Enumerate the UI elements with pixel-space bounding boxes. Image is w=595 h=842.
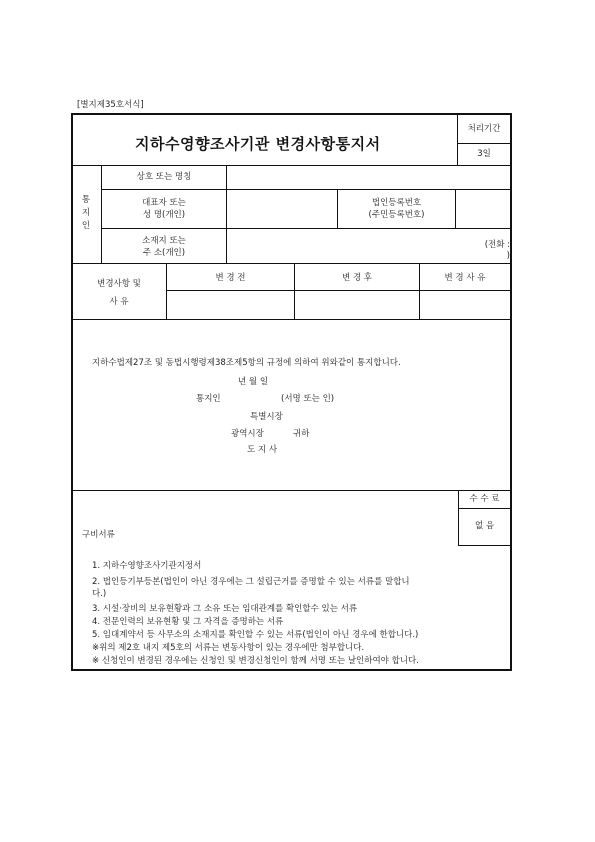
recipient-1: 특별시장: [250, 412, 283, 422]
fee-value: 없 음: [474, 521, 495, 531]
notifier-row1-line: [101, 189, 512, 190]
changes-label-2: 사 유: [109, 297, 129, 307]
notifier-sign-label: 통지인: [196, 394, 221, 404]
doc-item-1: 1. 지하수영향조사기관지정서: [92, 561, 202, 571]
representative-label-1: 대표자 또는: [142, 198, 186, 208]
processing-label: 처리기간: [467, 124, 501, 134]
doc-note-2: ※ 신청인이 변경된 경우에는 신청인 및 변경신청인이 함께 서명 또는 날인하여야 합니다.: [92, 656, 419, 666]
phone-label-1: (전화 :: [484, 240, 510, 250]
corp-reg-field[interactable]: [457, 191, 508, 226]
frame-top: [71, 113, 512, 115]
title-bottom-line: [71, 165, 512, 166]
doc-item-4: 4. 전문인력의 보유현황 및 그 자격을 증명하는 서류: [92, 617, 284, 627]
fee-label: 수 수 료: [469, 494, 500, 504]
changes-label-1: 변경사항 및: [97, 279, 141, 289]
notifier-bottom-line: [71, 263, 512, 264]
doc-item-5: 5. 임대계약서 등 사무소의 소재지를 확인할 수 있는 서류(법인이 아닌 경우에 한합니다.): [92, 630, 419, 640]
processing-value: 3일: [477, 149, 491, 159]
notifier-label-divider: [226, 165, 227, 263]
doc-item-2-cont: 다.): [92, 589, 107, 599]
company-name-field[interactable]: [228, 167, 508, 187]
representative-label-2: 성 명(개인): [142, 210, 186, 220]
address-label-2: 주 소(개인): [142, 248, 186, 258]
processing-split: [457, 143, 510, 144]
statement-text: 지하수법제27조 및 동법시행령제38조제5항의 규정에 의하여 위와같이 통지합니다.: [92, 358, 401, 368]
changes-label-divider: [166, 263, 167, 319]
statement-date: 년 월 일: [238, 377, 269, 387]
corp-reg-label-1: 법인등록번호: [371, 198, 422, 208]
frame-left: [71, 113, 73, 671]
representative-field[interactable]: [228, 191, 335, 226]
doc-item-3: 3. 시설·장비의 보유현황과 그 소유 또는 임대관계를 확인할수 있는 서류: [92, 604, 358, 614]
col-after-header: 변 경 후: [341, 273, 373, 283]
changes-header-line: [166, 290, 512, 291]
recipient-2: 광역시장: [231, 429, 264, 439]
corp-reg-right-line: [455, 189, 456, 228]
after-field[interactable]: [296, 292, 417, 317]
doc-note-1: ※위의 제2호 내지 제5호의 서류는 변동사항이 있는 경우에만 첨부합니다.: [92, 643, 365, 653]
signature-label: (서명 또는 인): [281, 394, 335, 404]
frame-right: [510, 113, 512, 671]
col-before-header: 변 경 전: [215, 273, 246, 283]
notifier-side-label: 통 지 인: [81, 195, 91, 231]
address-label-1: 소재지 또는: [142, 236, 186, 246]
doc-item-2: 2. 법인등기부등본(법인이 아닌 경우에는 그 설립근거를 증명할 수 있는 서류를 말합니: [92, 577, 410, 587]
recipient-3: 도 지 사: [247, 445, 278, 455]
company-name-label: 상호 또는 명칭: [136, 172, 192, 182]
fee-split: [458, 508, 512, 509]
form-title: 지하수영향조사기관 변경사항통지서: [135, 135, 381, 153]
corp-reg-label-2: (주민등록번호): [368, 210, 425, 220]
reason-field[interactable]: [421, 292, 508, 317]
recipient-honorific: 귀하: [293, 429, 310, 439]
statement-bottom-line: [71, 490, 512, 491]
documents-label: 구비서류: [82, 530, 115, 540]
changes-bottom-line: [71, 319, 512, 320]
before-field[interactable]: [168, 292, 292, 317]
changes-col2-divider: [294, 263, 295, 319]
changes-col3-divider: [419, 263, 420, 319]
form-label: [별지제35호서식]: [77, 100, 144, 110]
fee-bottom-line: [458, 545, 512, 546]
notifier-row2-line: [101, 228, 512, 229]
phone-label-2: ): [506, 251, 510, 261]
frame-bottom: [71, 669, 512, 671]
col-reason-header: 변 경 사 유: [444, 273, 486, 283]
